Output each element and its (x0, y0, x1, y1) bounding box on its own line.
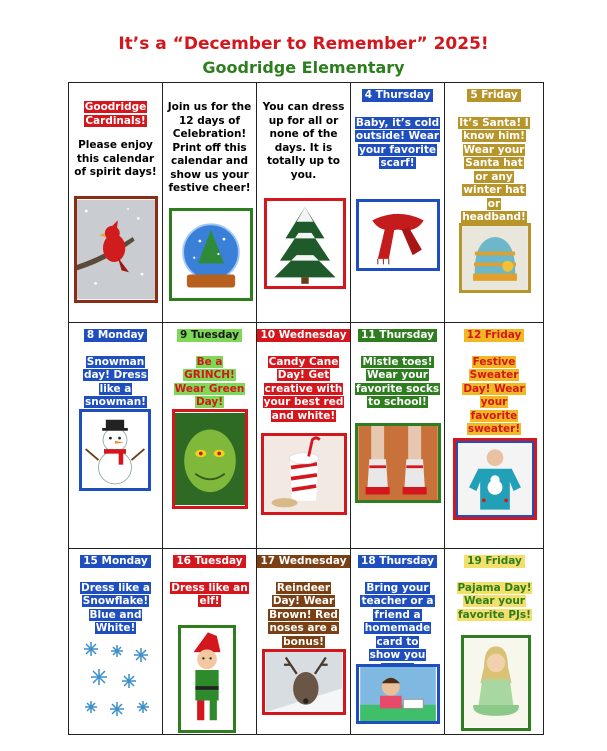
enjoy-text: Please enjoy this calendar of spirit days! (74, 139, 157, 178)
socks-icon (358, 426, 438, 500)
intro-cell-cardinals (69, 83, 163, 323)
elf-icon (181, 628, 233, 730)
snowflakes-icon (77, 637, 157, 727)
dress-text: You can dress up for all or none of the days. It is totally up to you. (262, 101, 345, 181)
elf-photo (178, 625, 236, 733)
day-cell-9 (257, 549, 351, 735)
day-text: Pajama Day! Wear your favorite PJs! (457, 581, 532, 621)
cardinal-icon (77, 199, 155, 300)
day-text: Be a GRINCH! Wear Green Day! (174, 355, 245, 408)
day-text: Dress like an elf! (171, 581, 248, 607)
day-header: 4 Thursday (362, 89, 434, 102)
day-cell-11 (445, 549, 544, 735)
day-header: 12 Friday (464, 329, 525, 342)
pajama-girl-icon (464, 638, 528, 728)
pine-tree-icon (267, 201, 343, 286)
grinch-photo (172, 409, 248, 509)
day-cell-1 (445, 83, 544, 323)
snow-globe-icon (172, 211, 250, 298)
day-cell-6 (445, 323, 544, 549)
day-header: 19 Friday (464, 555, 525, 568)
day-header: 17 Wednesday (257, 555, 349, 568)
day-cell-8 (163, 549, 257, 735)
scarf-icon (359, 202, 437, 268)
day-cell-3 (163, 323, 257, 549)
sweater-icon (456, 441, 534, 517)
day-text: Mistle toes! Wear your favorite socks to school! (355, 355, 440, 408)
day-header: 15 Monday (80, 555, 151, 568)
day-header: 18 Thursday (358, 555, 437, 568)
snowy-tree-photo (264, 198, 346, 289)
day-text: It’s Santa! I know him! Wear your Santa hat or any winter hat or headband! (459, 116, 529, 223)
join-text: Join us for the 12 days of Celebration! Print off this calendar and show us your festive cheer! (167, 101, 252, 194)
child-card-icon (359, 667, 437, 721)
day-cell-0 (351, 83, 445, 323)
snow-globe-photo (169, 208, 253, 301)
child-card-photo (356, 664, 440, 724)
day-text: Dress like a Snowflake! Blue and White! (81, 581, 150, 634)
reindeer-photo (262, 649, 346, 715)
day-header: 8 Monday (84, 329, 147, 342)
day-cell-4 (257, 323, 351, 549)
sweater-photo (453, 438, 537, 520)
school-name: Goodridge Elementary (202, 58, 405, 77)
candy-cane-mug-photo (261, 433, 347, 515)
knit-hat-photo (459, 223, 531, 293)
snowman-photo (79, 409, 151, 491)
day-text: Snowman day! Dress like a snowman! (83, 355, 148, 408)
day-text: Bring your teacher or a friend a homemade card to show you (360, 582, 434, 675)
day-header: 5 Friday (467, 89, 520, 102)
day-text: Reindeer Day! Wear Brown! Red noses are a bonus! (269, 581, 338, 648)
pajama-photo (461, 635, 531, 731)
day-header: 10 Wednesday (257, 329, 349, 342)
day-cell-10 (351, 549, 445, 735)
day-cell-7 (69, 549, 163, 735)
day-cell-5 (351, 323, 445, 549)
cardinals-label: Goodridge Cardinals! (84, 101, 147, 127)
cardinal-photo (74, 196, 158, 303)
day-header: 9 Tuesday (177, 329, 242, 342)
day-text: Festive Sweater Day! Wear your favorite sweater! (463, 355, 525, 435)
knit-hat-icon (462, 226, 528, 290)
grinch-icon (175, 412, 245, 506)
day-text: Candy Cane Day! Get creative with your best red and white! (263, 355, 344, 422)
intro-cell-join (163, 83, 257, 323)
day-header: 11 Thursday (358, 329, 437, 342)
day-header: 16 Tuesday (173, 555, 245, 568)
calendar-grid (68, 82, 544, 735)
snowflakes-graphic (77, 637, 157, 727)
reindeer-icon (265, 652, 343, 712)
day-cell-2 (69, 323, 163, 549)
intro-cell-dress (257, 83, 351, 323)
snowman-icon (82, 412, 148, 488)
scarf-photo (356, 199, 440, 271)
candy-cane-mug-icon (264, 436, 344, 512)
page-title: It’s a “December to Remember” 2025! (118, 34, 489, 54)
day-text: Baby, it’s cold outside! Wear your favorite scarf! (355, 116, 440, 169)
socks-photo (355, 423, 441, 503)
